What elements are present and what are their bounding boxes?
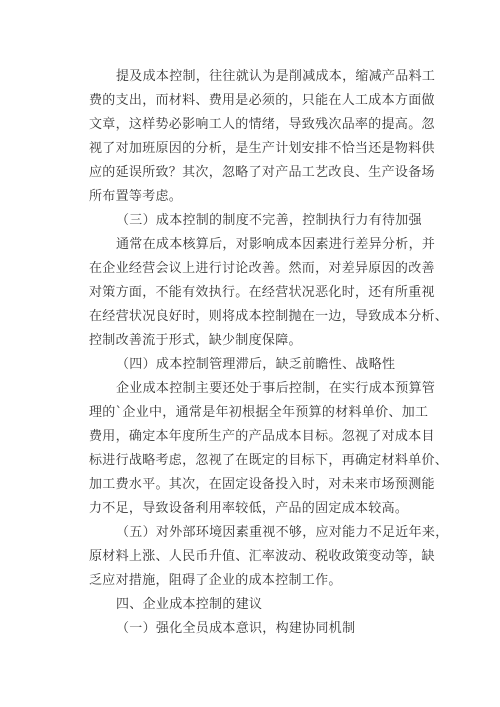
paragraph-line: 加工费水平。其次，在固定设备投入时，对未来市场预测能: [89, 477, 435, 492]
section-heading: （一）强化全员成本意识，构建协同机制: [116, 621, 356, 636]
section-heading: （四）成本控制管理滞后，缺乏前瞻性、战略性: [116, 357, 396, 372]
paragraph-line: 所布置等考虑。: [89, 189, 183, 204]
paragraph-line: 通常在成本核算后，对影响成本因素进行差异分析，并: [116, 237, 436, 252]
paragraph-line: 企业成本控制主要还处于事后控制，在实行成本预算管: [116, 381, 436, 396]
section-heading: （三）成本控制的制度不完善，控制执行力有待加强: [116, 213, 422, 228]
chapter-heading: 四、企业成本控制的建议: [116, 597, 263, 612]
paragraph-line: 视了对加班原因的分析，是生产计划安排不恰当还是物料供: [89, 141, 435, 156]
paragraph-line: 对策方面，不能有效执行。在经营状况恶化时，还有所重视: [89, 285, 435, 300]
section-heading: （五）对外部环境因素重视不够，应对能力不足近年来，: [116, 525, 449, 540]
paragraph-line: 费的支出，而材料、费用是必须的，只能在人工成本方面做: [89, 93, 435, 108]
paragraph-line: 费用，确定本年度所生产的产品成本目标。忽视了对成本目: [89, 429, 435, 444]
paragraph-line: 提及成本控制，往往就认为是削减成本，缩减产品料工: [116, 69, 436, 84]
paragraph-line: 原材料上涨、人民币升值、汇率波动、税收政策变动等，缺: [89, 549, 435, 564]
paragraph-line: 力不足，导致设备利用率较低，产品的固定成本较高。: [89, 501, 409, 516]
paragraph-line: 应的延误所致？其次，忽略了对产品工艺改良、生产设备场: [89, 165, 435, 180]
paragraph-line: 理的`企业中，通常是年初根据全年预算的材料单价、加工: [89, 405, 429, 420]
paragraph-line: 在经营状况良好时，则将成本控制抛在一边，导致成本分析、: [89, 309, 449, 324]
paragraph-line: 控制改善流于形式，缺少制度保障。: [89, 333, 302, 348]
paragraph-line: 乏应对措施，阻碍了企业的成本控制工作。: [89, 573, 342, 588]
paragraph-line: 在企业经营会议上进行讨论改善。然而，对差异原因的改善: [89, 261, 435, 276]
paragraph-line: 文章，这样势必影响工人的情绪，导致残次品率的提高。忽: [89, 117, 435, 132]
paragraph-line: 标进行战略考虑，忽视了在既定的目标下，再确定材料单价、: [89, 453, 449, 468]
